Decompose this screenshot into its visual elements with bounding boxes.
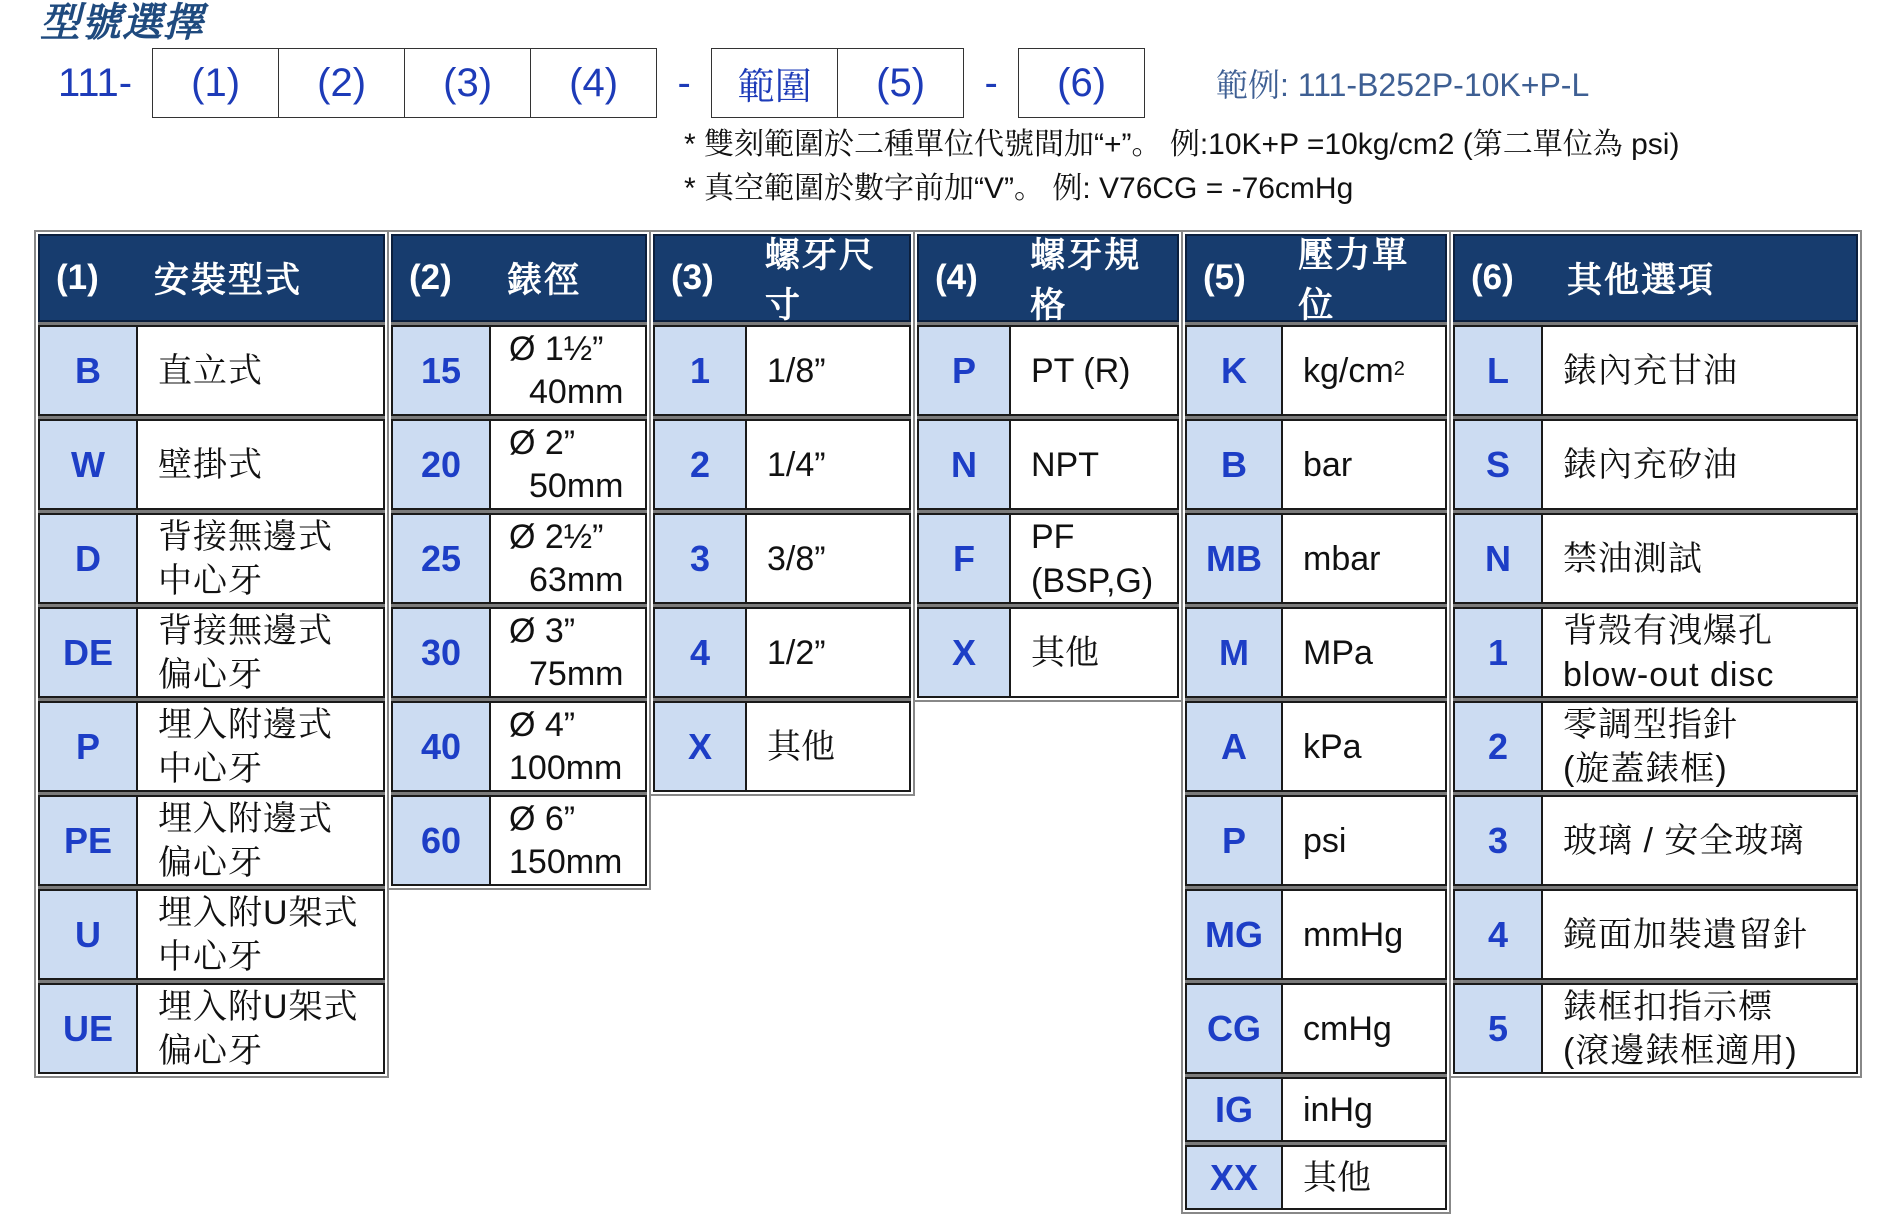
option-description-line: kg/cm [1303, 351, 1394, 390]
option-code: B [1185, 419, 1283, 510]
option-description [747, 701, 911, 792]
option-description [138, 795, 385, 886]
option-code: 4 [1453, 889, 1543, 980]
option-description-line: 1/8” [767, 351, 826, 390]
option-description-line: (旋蓋錶框) [1563, 749, 1728, 788]
formula-group-2 [711, 48, 964, 118]
option-code: D [38, 513, 138, 604]
option-row [1453, 698, 1858, 792]
option-code: N [1453, 513, 1543, 604]
option-description [1543, 325, 1858, 416]
option-description [1543, 983, 1858, 1074]
option-code: 1 [653, 325, 747, 416]
option-description-line: 背接無邊式 [158, 611, 333, 650]
option-description [1283, 325, 1447, 416]
column-pressure-unit [1181, 230, 1451, 1214]
option-description-line: PF [1031, 517, 1075, 556]
option-description-line: NPT [1031, 445, 1099, 484]
option-row [653, 698, 911, 792]
option-description [138, 325, 385, 416]
option-code: 60 [391, 795, 491, 886]
option-description-line: 其他 [1031, 633, 1099, 672]
option-description [747, 607, 911, 698]
option-description-line: 埋入附邊式 [158, 705, 333, 744]
option-row [1185, 698, 1447, 792]
option-description-line: 75mm [529, 654, 624, 693]
option-description [1283, 513, 1447, 604]
option-description-line: 埋入附U架式 [158, 987, 359, 1026]
option-code: 2 [1453, 701, 1543, 792]
formula-group-3 [1018, 48, 1145, 118]
column-header [917, 234, 1179, 325]
formula-prefix: 111- [58, 60, 133, 105]
column-header [1185, 234, 1447, 325]
option-code: X [917, 607, 1011, 698]
option-description-line: bar [1303, 445, 1353, 484]
option-description [491, 513, 647, 604]
option-code: A [1185, 701, 1283, 792]
option-row [391, 510, 647, 604]
column-header-title: 安裝型式 [154, 261, 303, 300]
option-description-line: Ø 1½” [509, 329, 604, 368]
formula-dash: - [677, 60, 691, 105]
option-code: M [1185, 607, 1283, 698]
option-description-line: 錶框扣指示標 [1563, 987, 1773, 1026]
option-code: 1 [1453, 607, 1543, 698]
option-description [1283, 419, 1447, 510]
column-header-title: 錶徑 [507, 261, 582, 300]
option-description-line: 直立式 [158, 351, 263, 390]
option-description [1283, 889, 1447, 980]
option-row [391, 604, 647, 698]
option-row [38, 416, 385, 510]
option-code: L [1453, 325, 1543, 416]
column-thread-size [649, 230, 915, 796]
option-description-line: 埋入附U架式 [158, 893, 359, 932]
option-description-line: 50mm [529, 466, 624, 505]
option-description-line: 偏心牙 [158, 843, 263, 882]
option-row [1453, 980, 1858, 1074]
option-code: X [653, 701, 747, 792]
formula-group-1 [152, 48, 657, 118]
option-row [1185, 510, 1447, 604]
option-description [491, 795, 647, 886]
option-description [138, 701, 385, 792]
formula-cell: (1) [191, 60, 241, 105]
option-row [38, 510, 385, 604]
option-code: 2 [653, 419, 747, 510]
option-description-line: Ø 2½” [509, 517, 604, 556]
option-row [1453, 510, 1858, 604]
option-row [38, 698, 385, 792]
formula-cell: (2) [278, 49, 404, 117]
option-row [1185, 980, 1447, 1074]
option-code: 3 [653, 513, 747, 604]
option-code: XX [1185, 1145, 1283, 1210]
option-description-line: 其他 [1303, 1158, 1371, 1197]
option-description-line: 埋入附邊式 [158, 799, 333, 838]
column-mount-type [34, 230, 389, 1078]
option-row [653, 322, 911, 416]
column-other-options [1449, 230, 1862, 1078]
option-description [1543, 795, 1858, 886]
page-title: 型號選擇 [40, 1, 204, 45]
note-dual-scale: * 雙刻範圍於二種單位代號間加“+”。 例:10K+P =10kg/cm2 (第二單位為 psi) [684, 128, 1680, 161]
option-description-line: 1/2” [767, 633, 826, 672]
option-description [138, 983, 385, 1074]
option-description [491, 607, 647, 698]
option-row [391, 322, 647, 416]
column-header-number: (4) [935, 258, 978, 297]
option-row [1185, 416, 1447, 510]
option-description-line: mbar [1303, 539, 1381, 578]
option-row [38, 604, 385, 698]
option-code: 3 [1453, 795, 1543, 886]
option-description-line: 背接無邊式 [158, 517, 333, 556]
option-code: MB [1185, 513, 1283, 604]
option-code: MG [1185, 889, 1283, 980]
option-description-line: (BSP,G) [1031, 561, 1154, 600]
option-row [38, 886, 385, 980]
option-code: S [1453, 419, 1543, 510]
option-code: 15 [391, 325, 491, 416]
option-description-line: 1/4” [767, 445, 826, 484]
option-description-line: Ø 4” [509, 705, 576, 744]
option-description-line: 中心牙 [158, 561, 263, 600]
option-row [1185, 792, 1447, 886]
column-header [38, 234, 385, 322]
option-description-line: psi [1303, 821, 1347, 860]
option-row [917, 604, 1179, 698]
column-header [1453, 234, 1858, 322]
column-header-title: 螺牙尺寸 [764, 236, 876, 325]
option-row [1453, 322, 1858, 416]
option-code: DE [38, 607, 138, 698]
option-row [391, 792, 647, 886]
option-description [1011, 607, 1179, 698]
option-description-line: mmHg [1303, 915, 1404, 954]
formula-dash: - [984, 60, 998, 105]
option-description [747, 419, 911, 510]
option-description [1283, 701, 1447, 792]
option-description [1283, 607, 1447, 698]
option-description-line: 150mm [509, 842, 623, 881]
option-description [1011, 325, 1179, 416]
option-row [1453, 416, 1858, 510]
option-code: CG [1185, 983, 1283, 1074]
option-description-line: inHg [1303, 1090, 1373, 1129]
option-row [1185, 886, 1447, 980]
note-vacuum: * 真空範圍於數字前加“V”。 例: V76CG = -76cmHg [684, 172, 1354, 205]
option-code: IG [1185, 1077, 1283, 1142]
option-row [1185, 322, 1447, 416]
formula-notes [684, 123, 1679, 211]
formula-cell: (4) [530, 49, 656, 117]
option-description-line: PT (R) [1031, 351, 1131, 390]
option-description [747, 325, 911, 416]
option-description-line: 禁油測試 [1563, 539, 1703, 578]
option-description-line: MPa [1303, 633, 1373, 672]
option-description-line: 錶內充甘油 [1563, 351, 1738, 390]
option-row [917, 510, 1179, 604]
option-description [491, 325, 647, 416]
option-code: F [917, 513, 1011, 604]
option-description [1283, 795, 1447, 886]
option-description-line: 40mm [529, 372, 624, 411]
formula-cell: (3) [404, 49, 530, 117]
option-description-line: kPa [1303, 727, 1362, 766]
formula-cell: (6) [1057, 60, 1107, 105]
option-description-line: 零調型指針 [1563, 705, 1738, 744]
option-description-line: 玻璃 / 安全玻璃 [1563, 821, 1805, 860]
option-description-line: cmHg [1303, 1009, 1392, 1048]
option-code: N [917, 419, 1011, 510]
option-description-line: 鏡面加裝遺留針 [1563, 915, 1808, 954]
option-description [1543, 607, 1858, 698]
option-description [491, 701, 647, 792]
option-code: K [1185, 325, 1283, 416]
column-header-number: (6) [1471, 258, 1514, 297]
option-description [747, 513, 911, 604]
column-header-number: (5) [1203, 258, 1246, 297]
option-description-line: 錶內充矽油 [1563, 445, 1738, 484]
option-row [917, 416, 1179, 510]
option-description-line: 中心牙 [158, 937, 263, 976]
option-row [653, 416, 911, 510]
option-description [1283, 1145, 1447, 1210]
option-code: 20 [391, 419, 491, 510]
column-header-title: 壓力單位 [1298, 236, 1410, 325]
option-description [1283, 1077, 1447, 1142]
option-row [1453, 886, 1858, 980]
column-header [391, 234, 647, 322]
option-row [38, 792, 385, 886]
option-description [138, 513, 385, 604]
option-code: U [38, 889, 138, 980]
option-row [391, 698, 647, 792]
option-description [1543, 419, 1858, 510]
column-header-number: (1) [56, 258, 99, 297]
option-code: B [38, 325, 138, 416]
option-code: 5 [1453, 983, 1543, 1074]
option-description-line: 偏心牙 [158, 1031, 263, 1070]
option-description-line: 偏心牙 [158, 655, 263, 694]
option-code: UE [38, 983, 138, 1074]
option-code: 4 [653, 607, 747, 698]
option-code: P [38, 701, 138, 792]
option-description [491, 419, 647, 510]
option-row [38, 322, 385, 416]
option-description [1543, 701, 1858, 792]
option-code: 30 [391, 607, 491, 698]
option-row [653, 604, 911, 698]
option-description [1283, 983, 1447, 1074]
formula-cell: (5) [837, 49, 963, 117]
option-description [138, 419, 385, 510]
option-description-line: Ø 2” [509, 423, 576, 462]
option-description-line: 壁掛式 [158, 445, 263, 484]
option-code: W [38, 419, 138, 510]
option-description [138, 607, 385, 698]
option-row [1453, 792, 1858, 886]
option-description [1543, 889, 1858, 980]
column-header [653, 234, 911, 325]
option-row [1185, 604, 1447, 698]
option-description-line: 63mm [529, 560, 624, 599]
option-row [1185, 1074, 1447, 1142]
option-description-line: Ø 3” [509, 611, 576, 650]
option-description [1011, 513, 1179, 604]
column-header-title: 螺牙規格 [1030, 236, 1142, 325]
column-dial-size [387, 230, 651, 890]
option-row [391, 416, 647, 510]
option-description-line: (滾邊錶框適用) [1563, 1031, 1798, 1070]
option-row [1453, 604, 1858, 698]
formula-example: 範例: 111-B252P-10K+P-L [1216, 67, 1590, 103]
option-row [917, 322, 1179, 416]
option-description [1011, 419, 1179, 510]
option-description-line: blow-out disc [1563, 655, 1775, 694]
option-row [1185, 1142, 1447, 1210]
option-description-line: 其他 [767, 727, 835, 766]
option-code: PE [38, 795, 138, 886]
formula-cell-range: 範圍 [737, 66, 812, 107]
option-code: 25 [391, 513, 491, 604]
option-description-line: 100mm [509, 748, 623, 787]
option-code: P [917, 325, 1011, 416]
column-thread-spec [913, 230, 1183, 702]
option-code: P [1185, 795, 1283, 886]
option-row [38, 980, 385, 1074]
option-description [1543, 513, 1858, 604]
model-formula [58, 46, 1145, 120]
option-description-line: Ø 6” [509, 799, 576, 838]
option-row [653, 510, 911, 604]
column-header-number: (2) [409, 258, 452, 297]
option-description [138, 889, 385, 980]
column-header-title: 其他選項 [1567, 261, 1716, 300]
superscript: 2 [1393, 357, 1405, 380]
option-description-line: 中心牙 [158, 749, 263, 788]
option-description-line: 背殼有洩爆孔 [1563, 611, 1773, 650]
option-code: 40 [391, 701, 491, 792]
option-description-line: 3/8” [767, 539, 826, 578]
column-header-number: (3) [671, 258, 714, 297]
